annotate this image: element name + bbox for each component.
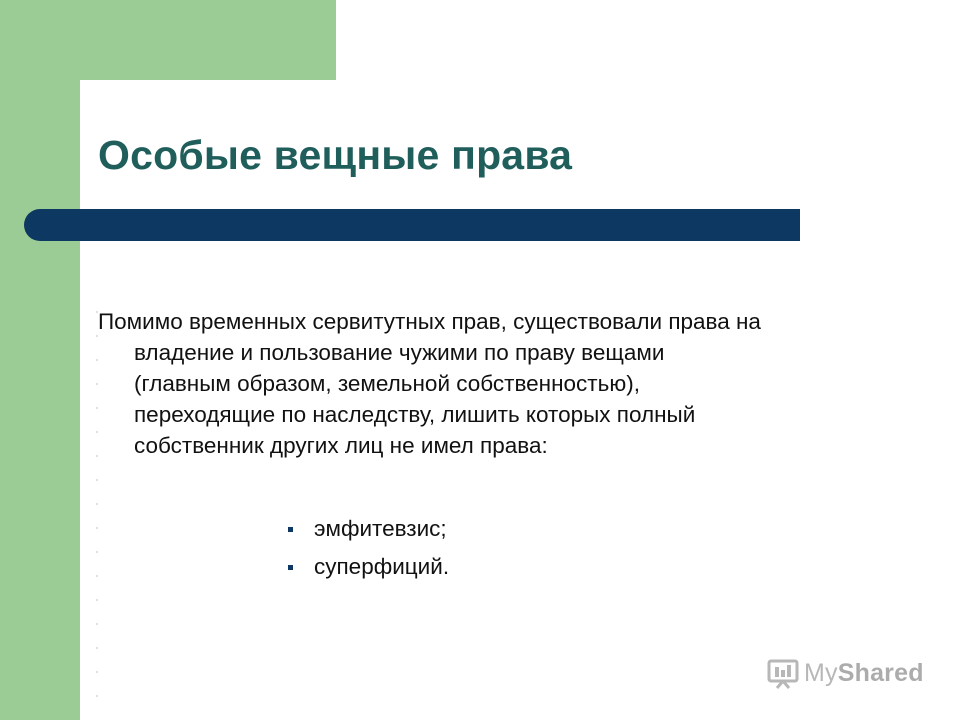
- body-line: Помимо временных сервитутных прав, существовали права на: [98, 309, 761, 334]
- square-bullet-icon: [288, 565, 293, 570]
- slide-title: Особые вещные права: [98, 132, 573, 178]
- square-bullet-icon: [288, 527, 293, 532]
- body-paragraph: [98, 306, 878, 461]
- watermark-text: MyShared: [804, 658, 924, 687]
- title-underline-bar: [24, 209, 800, 241]
- bullet-text: эмфитевзис;: [314, 516, 447, 541]
- body-line: переходящие по наследству, лишить которых полный: [134, 402, 696, 427]
- list-item: [288, 510, 449, 548]
- green-accent-left: [0, 0, 80, 720]
- myshared-watermark: [766, 656, 924, 690]
- list-item: [288, 548, 449, 586]
- body-line: (главным образом, земельной собственностью),: [134, 371, 640, 396]
- body-line: собственник других лиц не имел права:: [134, 433, 548, 458]
- presentation-board-icon: [766, 656, 800, 690]
- body-line: владение и пользование чужими по праву вещами: [134, 340, 665, 365]
- bullet-text: суперфиций.: [314, 554, 450, 579]
- bullet-list: [288, 510, 449, 586]
